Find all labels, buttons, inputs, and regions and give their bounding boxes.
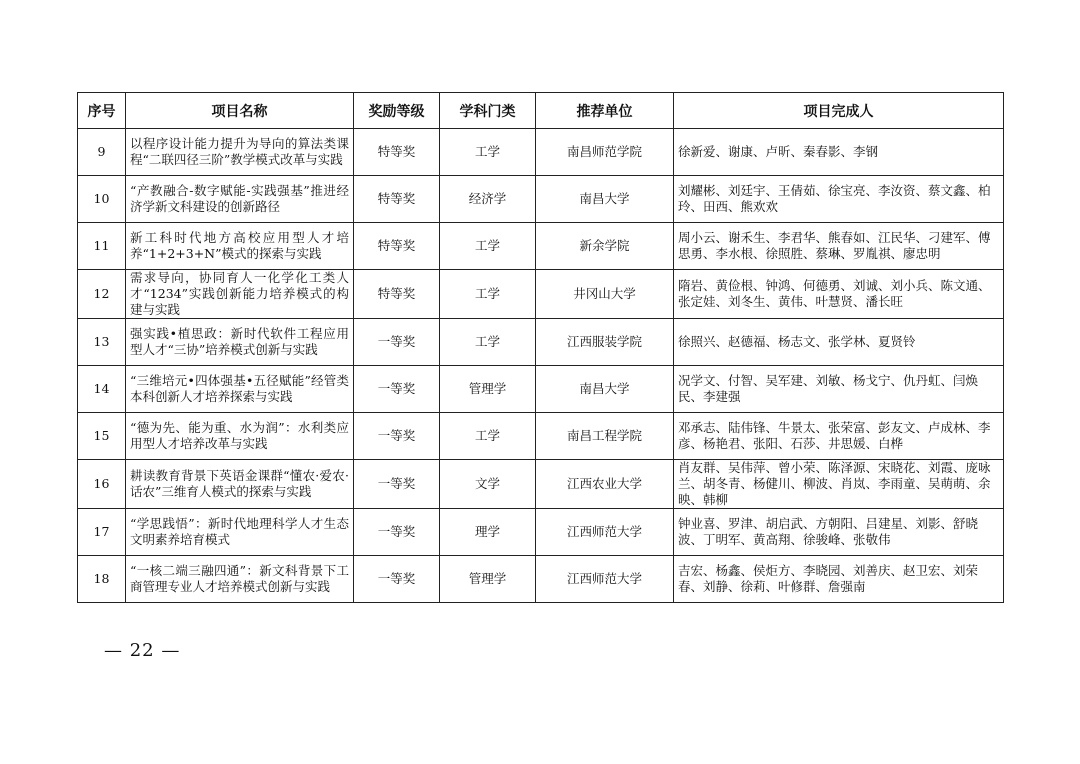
cell-discipline: 工学 <box>440 129 536 176</box>
table-row <box>78 366 1004 413</box>
cell-project-name: “学思践悟”：新时代地理科学人才生态文明素养培育模式 <box>126 509 354 556</box>
cell-members: 刘耀彬、刘廷宇、王倩茹、徐宝亮、李汝资、蔡文鑫、柏玲、田西、熊欢欢 <box>674 176 1004 223</box>
header-members: 项目完成人 <box>674 93 1004 129</box>
table-body <box>78 129 1004 603</box>
cell-award-level: 特等奖 <box>354 270 440 319</box>
cell-no: 17 <box>78 509 126 556</box>
cell-no: 10 <box>78 176 126 223</box>
cell-award-level: 特等奖 <box>354 129 440 176</box>
cell-award-level: 一等奖 <box>354 509 440 556</box>
cell-recommending-unit: 江西师范大学 <box>536 556 674 603</box>
cell-award-level: 一等奖 <box>354 413 440 460</box>
cell-discipline: 工学 <box>440 413 536 460</box>
cell-recommending-unit: 井冈山大学 <box>536 270 674 319</box>
cell-members: 况学文、付智、吴军建、刘敏、杨戈宁、仇丹虹、闫焕民、李建强 <box>674 366 1004 413</box>
cell-project-name: 以程序设计能力提升为导向的算法类课程“二联四径三阶”教学模式改革与实践 <box>126 129 354 176</box>
cell-no: 12 <box>78 270 126 319</box>
cell-award-level: 一等奖 <box>354 460 440 509</box>
cell-project-name: “三维培元•四体强基•五径赋能”经管类本科创新人才培养探索与实践 <box>126 366 354 413</box>
page-number: — 22 — <box>104 640 181 661</box>
cell-no: 14 <box>78 366 126 413</box>
table-row <box>78 556 1004 603</box>
table-row <box>78 319 1004 366</box>
cell-award-level: 特等奖 <box>354 223 440 270</box>
header-discipline: 学科门类 <box>440 93 536 129</box>
header-project-name: 项目名称 <box>126 93 354 129</box>
table-row <box>78 509 1004 556</box>
cell-recommending-unit: 南昌大学 <box>536 176 674 223</box>
table-row <box>78 176 1004 223</box>
cell-no: 18 <box>78 556 126 603</box>
cell-members: 邓承志、陆伟锋、牛景太、张荣富、彭友文、卢成林、李彦、杨艳君、张阳、石莎、井思媛、白桦 <box>674 413 1004 460</box>
cell-discipline: 工学 <box>440 270 536 319</box>
cell-award-level: 一等奖 <box>354 366 440 413</box>
cell-project-name: 耕读教育背景下英语金课群“懂农·爱农·话农”三维育人模式的探索与实践 <box>126 460 354 509</box>
cell-discipline: 工学 <box>440 319 536 366</box>
table-header-row <box>78 93 1004 129</box>
cell-discipline: 管理学 <box>440 556 536 603</box>
cell-recommending-unit: 南昌工程学院 <box>536 413 674 460</box>
table-row <box>78 270 1004 319</box>
cell-discipline: 文学 <box>440 460 536 509</box>
cell-recommending-unit: 江西服装学院 <box>536 319 674 366</box>
cell-members: 隋岩、黄俭根、钟鸿、何德勇、刘诚、刘小兵、陈文通、张定娃、刘冬生、黄伟、叶慧贤、潘长旺 <box>674 270 1004 319</box>
table-row <box>78 223 1004 270</box>
cell-members: 徐新爱、谢康、卢昕、秦春影、李钢 <box>674 129 1004 176</box>
cell-project-name: 强实践•植思政：新时代软件工程应用型人才“三协”培养模式创新与实践 <box>126 319 354 366</box>
cell-recommending-unit: 江西师范大学 <box>536 509 674 556</box>
cell-no: 13 <box>78 319 126 366</box>
cell-recommending-unit: 南昌大学 <box>536 366 674 413</box>
cell-members: 周小云、谢禾生、李君华、熊春如、江民华、刁建军、傅思勇、李水根、徐照胜、蔡琳、罗胤祺、廖忠明 <box>674 223 1004 270</box>
cell-project-name: “一核二端三融四通”：新文科背景下工商管理专业人才培养模式创新与实践 <box>126 556 354 603</box>
cell-project-name: 新工科时代地方高校应用型人才培养“1+2+3+N”模式的探索与实践 <box>126 223 354 270</box>
table-row <box>78 413 1004 460</box>
header-recommending-unit: 推荐单位 <box>536 93 674 129</box>
cell-members: 钟业喜、罗津、胡启武、方朝阳、吕建星、刘影、舒晓波、丁明军、黄高翔、徐骏峰、张敬伟 <box>674 509 1004 556</box>
cell-discipline: 经济学 <box>440 176 536 223</box>
cell-no: 15 <box>78 413 126 460</box>
cell-award-level: 一等奖 <box>354 319 440 366</box>
cell-no: 11 <box>78 223 126 270</box>
cell-recommending-unit: 新余学院 <box>536 223 674 270</box>
cell-project-name: “德为先、能为重、水为润”：水利类应用型人才培养改革与实践 <box>126 413 354 460</box>
cell-project-name: “产教融合-数字赋能-实践强基”推进经济学新文科建设的创新路径 <box>126 176 354 223</box>
cell-members: 徐照兴、赵德福、杨志文、张学林、夏贤铃 <box>674 319 1004 366</box>
cell-award-level: 特等奖 <box>354 176 440 223</box>
cell-discipline: 工学 <box>440 223 536 270</box>
cell-recommending-unit: 江西农业大学 <box>536 460 674 509</box>
cell-recommending-unit: 南昌师范学院 <box>536 129 674 176</box>
awards-table <box>77 92 1004 603</box>
cell-award-level: 一等奖 <box>354 556 440 603</box>
header-no: 序号 <box>78 93 126 129</box>
cell-project-name: 需求导向，协同育人一化学化工类人才“1234”实践创新能力培养模式的构建与实践 <box>126 270 354 319</box>
cell-discipline: 管理学 <box>440 366 536 413</box>
cell-members: 肖友群、吴伟萍、曾小荣、陈泽源、宋晓花、刘霞、庞咏兰、胡冬青、杨健川、柳波、肖岚、李雨童、吴萌萌、余映、韩柳 <box>674 460 1004 509</box>
cell-no: 16 <box>78 460 126 509</box>
header-award-level: 奖励等级 <box>354 93 440 129</box>
cell-discipline: 理学 <box>440 509 536 556</box>
table-row <box>78 460 1004 509</box>
cell-members: 吉宏、杨鑫、侯炬方、李晓园、刘善庆、赵卫宏、刘荣春、刘静、徐莉、叶修群、詹强南 <box>674 556 1004 603</box>
cell-no: 9 <box>78 129 126 176</box>
table-row <box>78 129 1004 176</box>
